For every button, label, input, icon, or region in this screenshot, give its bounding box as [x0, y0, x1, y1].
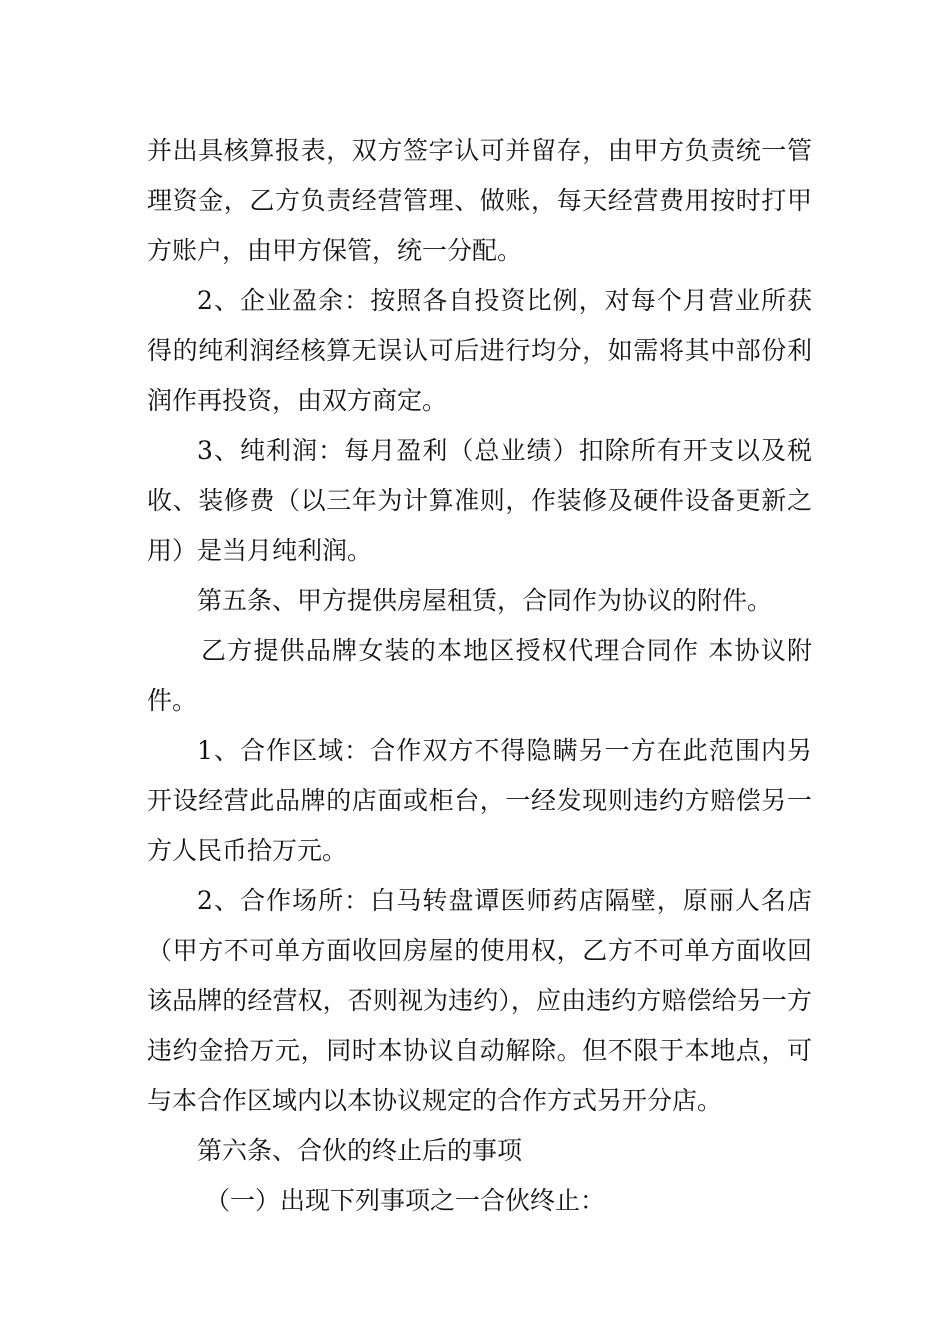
paragraph-article-five: 第五条、甲方提供房屋租赁，合同作为协议的附件。 — [197, 586, 773, 615]
paragraph-cooperation-area: 1、合作区域：合作双方不得隐瞒另一方在此范围内另开设经营此品牌的店面或柜台，一经发现则违约方赔偿另一方人民币拾万元。 — [147, 736, 812, 865]
document-body — [147, 126, 812, 1226]
paragraph-brand-agency: 乙方提供品牌女装的本地区授权代理合同作 本协议附件。 — [147, 636, 812, 715]
paragraph-cooperation-site: 2、合作场所：白马转盘谭医师药店隔壁，原丽人名店（甲方不可单方面收回房屋的使用权，乙方不可单方面收回该品牌的经营权，否则视为违约），应由违约方赔偿给另一方违约金拾万元，同时本协议自动解除。但不限于本地点，可与本合作区域内以本协议规定的合作方式另开分店。 — [147, 886, 812, 1115]
paragraph-accounting: 并出具核算报表，双方签字认可并留存，由甲方负责统一管理资金，乙方负责经营管理、做账，每天经营费用按时打甲方账户，由甲方保管，统一分配。 — [147, 136, 812, 265]
paragraph-net-profit: 3、纯利润：每月盈利（总业绩）扣除所有开支以及税收、装修费（以三年为计算准则，作装修及硬件设备更新之用）是当月纯利润。 — [147, 436, 812, 565]
paragraph-enterprise-surplus: 2、企业盈余：按照各自投资比例，对每个月营业所获得的纯利润经核算无误认可后进行均分，如需将其中部份利润作再投资，由双方商定。 — [147, 286, 812, 415]
paragraph-article-six: 第六条、合伙的终止后的事项 — [197, 1136, 523, 1165]
paragraph-termination-list: （一）出现下列事项之一合伙终止： — [205, 1186, 606, 1215]
